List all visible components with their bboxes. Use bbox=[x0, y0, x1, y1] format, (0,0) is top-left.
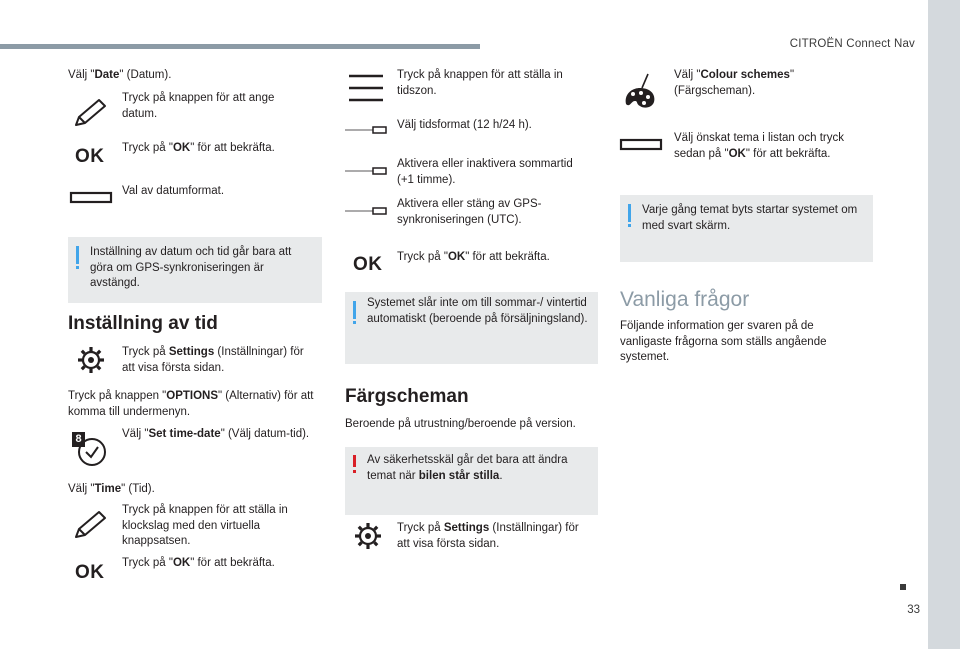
settings-text-1: Tryck på Settings (Inställningar) för att visa första sidan. bbox=[122, 346, 304, 374]
info-box-summer-time bbox=[345, 292, 598, 364]
header-bar bbox=[0, 44, 480, 49]
ok-confirm-text-2: Tryck på "OK" för att bekräfta. bbox=[122, 557, 275, 569]
heading-time-settings: Inställning av tid bbox=[68, 313, 218, 334]
page-header-title: CITROËN Connect Nav bbox=[789, 38, 915, 50]
ok-icon: OK bbox=[353, 254, 383, 275]
info-text-gps: Inställning av datum och tid går bara att göra om GPS-synkroniseringen är avstängd. bbox=[90, 246, 292, 289]
pencil-icon bbox=[72, 510, 108, 540]
side-margin-bar bbox=[928, 0, 960, 649]
summer-time-text: Aktivera eller inaktivera sommartid (+1 timme). bbox=[397, 158, 573, 186]
pencil-time-text: Tryck på knappen för att ställa in klockslag med den virtuella knappsatsen. bbox=[122, 504, 288, 547]
gps-sync-text: Aktivera eller stäng av GPS-synkroniseringen (UTC). bbox=[397, 198, 542, 226]
badge-8: 8 bbox=[75, 433, 82, 445]
gear-icon bbox=[354, 522, 382, 550]
select-time-text: Välj "Time" (Tid). bbox=[68, 483, 155, 495]
colour-schemes-text: Välj "Colour schemes" (Färgscheman). bbox=[674, 69, 795, 97]
toggle-icon bbox=[345, 167, 387, 175]
heading-colour-schemes: Färgscheman bbox=[345, 386, 469, 407]
set-time-date-text: Välj "Set time-date" (Välj datum-tid). bbox=[122, 428, 310, 440]
options-text: Tryck på knappen "OPTIONS" (Alternativ) för att komma till undermenyn. bbox=[68, 390, 314, 418]
slider-bar-icon bbox=[70, 192, 112, 204]
continue-marker bbox=[900, 584, 906, 590]
info-text-theme: Varje gång temat byts startar systemet om med svart skärm. bbox=[642, 204, 858, 232]
faq-text: Följande information ger svaren på de vanligaste frågorna som ställs angående systemet. bbox=[620, 320, 827, 363]
warning-text: Av säkerhetsskäl går det bara att ändra temat när bilen står stilla. bbox=[367, 454, 568, 482]
warning-icon bbox=[353, 455, 356, 467]
info-icon bbox=[628, 204, 631, 222]
choose-theme-text: Välj önskat tema i listan och tryck sedan på "OK" för att bekräfta. bbox=[674, 132, 845, 160]
toggle-icon bbox=[345, 207, 387, 215]
warning-box bbox=[345, 447, 598, 515]
info-icon bbox=[353, 301, 356, 319]
menu-icon bbox=[349, 74, 383, 104]
ok-icon: OK bbox=[75, 146, 105, 167]
info-text-summer-time: Systemet slår inte om till sommar-/ vintertid automatiskt (beroende på försäljningsland). bbox=[367, 297, 588, 325]
pencil-icon bbox=[72, 98, 108, 128]
pencil-date-text: Tryck på knappen för att ange datum. bbox=[122, 92, 275, 120]
depends-text: Beroende på utrustning/beroende på version. bbox=[345, 418, 576, 430]
info-icon bbox=[76, 246, 79, 264]
info-box-gps bbox=[68, 237, 322, 303]
timezone-text: Tryck på knappen för att ställa in tidszon. bbox=[397, 69, 563, 97]
page-number: 33 bbox=[907, 604, 920, 616]
time-format-text: Välj tidsformat (12 h/24 h). bbox=[397, 119, 532, 131]
settings-text-2: Tryck på Settings (Inställningar) för att visa första sidan. bbox=[397, 522, 579, 550]
ok-confirm-text-1: Tryck på "OK" för att bekräfta. bbox=[122, 142, 275, 154]
toggle-icon bbox=[345, 126, 387, 134]
ok-confirm-text-3: Tryck på "OK" för att bekräfta. bbox=[397, 251, 550, 263]
gear-icon bbox=[77, 346, 105, 374]
heading-faq: Vanliga frågor bbox=[620, 288, 750, 311]
ok-icon: OK bbox=[75, 562, 105, 583]
slider-bar-icon bbox=[620, 139, 662, 151]
info-box-theme bbox=[620, 195, 873, 262]
date-format-text: Val av datumformat. bbox=[122, 185, 225, 197]
select-date-text: Välj "Date" (Datum). bbox=[68, 69, 172, 81]
palette-icon bbox=[622, 72, 658, 112]
